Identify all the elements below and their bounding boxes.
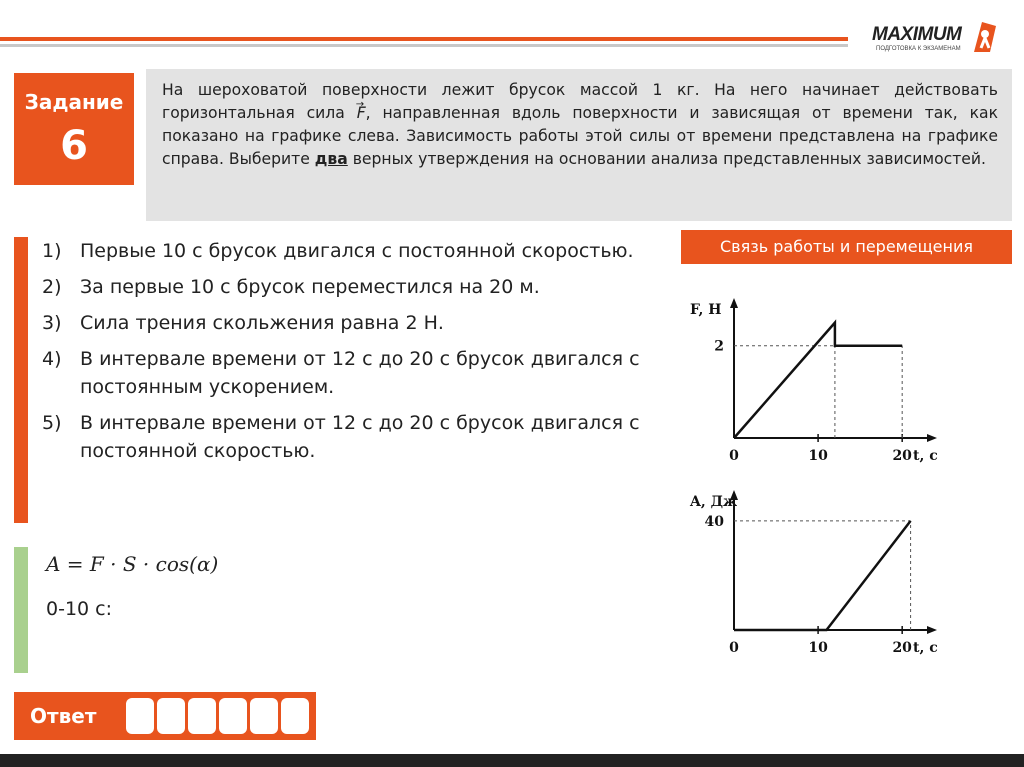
answer-box bbox=[14, 692, 316, 740]
answer-cell-6[interactable] bbox=[281, 698, 309, 734]
section-tag: Связь работы и перемещения bbox=[681, 230, 1012, 264]
statement-text: Сила трения скольжения равна 2 Н. bbox=[80, 312, 444, 334]
statement-text: В интервале времени от 12 с до 20 с брусок двигался с постоянным ускорением. bbox=[80, 348, 640, 398]
work-x-tick-label: 0 bbox=[729, 640, 739, 656]
maximum-logo bbox=[872, 18, 1002, 62]
header-rule-gray bbox=[0, 44, 848, 47]
logo-word: MAXIMUM bbox=[872, 24, 962, 45]
logo-subtitle: ПОДГОТОВКА К ЭКЗАМЕНАМ bbox=[876, 46, 961, 52]
statement-3 bbox=[42, 309, 642, 337]
work-formula: A = F · S · cos(α) bbox=[46, 552, 219, 576]
task-box bbox=[14, 73, 134, 185]
force-vector-symbol: → F bbox=[357, 104, 366, 122]
statement-4 bbox=[42, 345, 642, 401]
problem-emphasis: два bbox=[314, 150, 348, 168]
statements-accent-bar bbox=[14, 237, 28, 523]
force-y-label: F, Н bbox=[690, 302, 722, 318]
work-x-arrow bbox=[927, 626, 937, 634]
statement-2 bbox=[42, 273, 642, 301]
work-y-label: A, Дж bbox=[690, 494, 738, 510]
statement-number: 3) bbox=[42, 312, 62, 334]
statement-1 bbox=[42, 237, 642, 265]
work-x-tick-label: 10 bbox=[808, 640, 828, 656]
problem-text-part1: На шероховатой поверхности лежит брусок массой 1 кг. На него начинает действовать горизонтальная сила bbox=[162, 81, 998, 122]
force-x-arrow bbox=[927, 434, 937, 442]
problem-box bbox=[146, 69, 1012, 221]
answer-label: Ответ bbox=[30, 704, 97, 728]
footer-bar bbox=[0, 754, 1024, 767]
statements-list bbox=[42, 237, 642, 473]
force-x-tick-label: 0 bbox=[729, 448, 739, 464]
statement-number: 4) bbox=[42, 348, 62, 370]
work-series-line bbox=[734, 521, 911, 630]
statement-number: 2) bbox=[42, 276, 62, 298]
force-y-tick-label: 2 bbox=[714, 338, 724, 355]
work-x-tick-label: 20 bbox=[892, 640, 912, 656]
statement-text: Первые 10 с брусок двигался с постоянной скоростью. bbox=[80, 240, 634, 262]
problem-text-part2: , направленная вдоль поверхности и зависящая от времени так, как показано на графике слева. Зависимость работы этой силы от времени представлена на графике справа. Выберите bbox=[162, 104, 998, 168]
task-label: Задание bbox=[24, 90, 124, 114]
problem-text-part3: верных утверждения на основании анализа представленных зависимостей. bbox=[347, 150, 986, 168]
statement-number: 1) bbox=[42, 240, 62, 262]
force-y-arrow bbox=[730, 298, 738, 308]
force-series-line bbox=[734, 323, 902, 438]
work-y-tick-label: 40 bbox=[704, 513, 724, 530]
force-time-chart bbox=[682, 298, 942, 468]
work-time-chart bbox=[682, 490, 942, 660]
force-x-tick-label: 10 bbox=[808, 448, 828, 464]
task-number: 6 bbox=[60, 123, 88, 169]
work-x-label: t, с bbox=[913, 640, 938, 656]
statement-text: За первые 10 с брусок переместился на 20 м. bbox=[80, 276, 540, 298]
answer-cell-3[interactable] bbox=[188, 698, 216, 734]
answer-cell-4[interactable] bbox=[219, 698, 247, 734]
force-x-label: t, с bbox=[913, 448, 938, 464]
logo-figure-icon bbox=[968, 18, 998, 54]
statement-5 bbox=[42, 409, 642, 465]
answer-cell-5[interactable] bbox=[250, 698, 278, 734]
answer-cell-2[interactable] bbox=[157, 698, 185, 734]
formula-note: 0-10 с: bbox=[46, 598, 113, 620]
formula-accent-bar bbox=[14, 547, 28, 673]
answer-cell-1[interactable] bbox=[126, 698, 154, 734]
statement-number: 5) bbox=[42, 412, 62, 434]
header-rule-orange bbox=[0, 37, 848, 41]
force-x-tick-label: 20 bbox=[892, 448, 912, 464]
problem-text bbox=[162, 79, 998, 171]
statement-text: В интервале времени от 12 с до 20 с брусок двигался с постоянной скоростью. bbox=[80, 412, 640, 462]
